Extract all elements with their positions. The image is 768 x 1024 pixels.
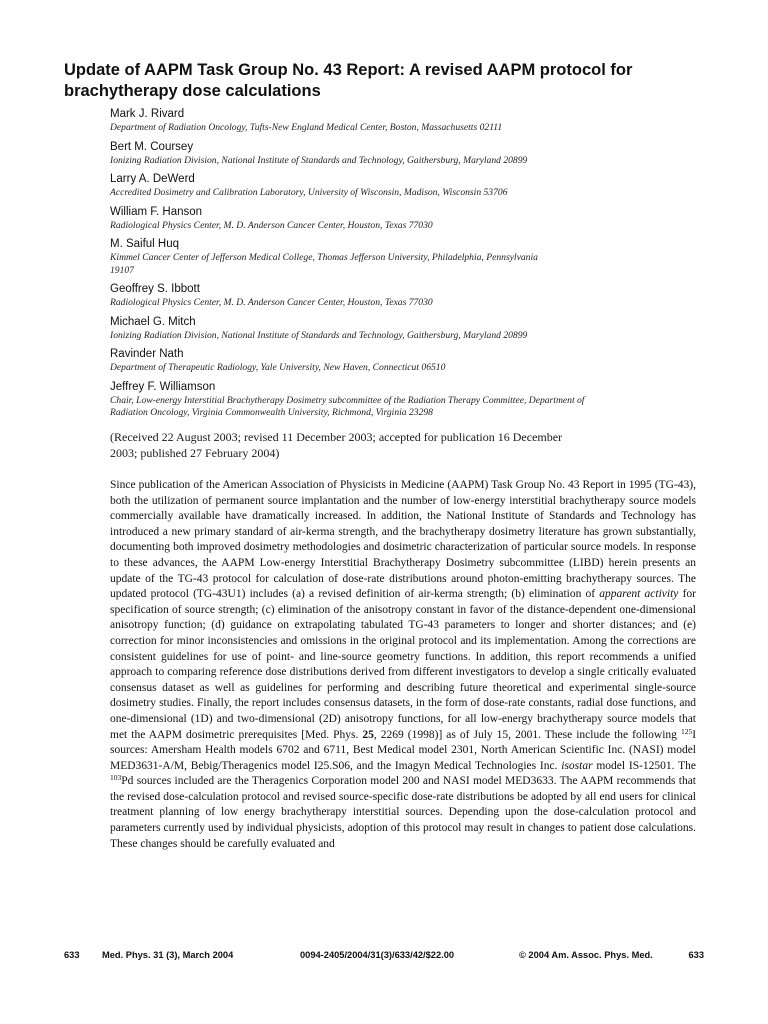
footer-journal: Med. Phys. 31 (3), March 2004 <box>102 950 234 960</box>
isotope-mass-number: 125 <box>680 726 693 736</box>
abstract-volume: 25 <box>362 728 374 741</box>
author-name: Michael G. Mitch <box>110 315 196 328</box>
author-block <box>110 172 710 200</box>
author-name: Mark J. Rivard <box>110 108 185 120</box>
abstract-emphasis: apparent activity <box>599 588 679 601</box>
author-list <box>110 107 710 462</box>
abstract-segment: , 2269 (1998)] as of July 15, 2001. These include the following <box>373 728 677 741</box>
footer-article-code: 0094-2405/2004/31(3)/633/42/$22.00 <box>300 950 455 960</box>
author-affiliation: Ionizing Radiation Division, National Institute of Standards and Technology, Gaithersburg, Maryland 20899 <box>110 154 528 166</box>
author-name: Larry A. DeWerd <box>110 173 195 185</box>
author-block <box>110 347 710 375</box>
abstract-segment: model IS-12501. The <box>596 759 696 772</box>
author-affiliation: Department of Radiation Oncology, Tufts-New England Medical Center, Boston, Massachusetts 02111 <box>110 122 503 133</box>
author-name: William F. Hanson <box>110 205 203 218</box>
author-affiliation: Department of Therapeutic Radiology, Yale University, New Haven, Connecticut 06510 <box>110 362 446 373</box>
author-affiliation: Accredited Dosimetry and Calibration Laboratory, University of Wisconsin, Madison, Wisconsin 53706 <box>110 187 508 198</box>
isotope-mass-number: 103 <box>110 773 122 783</box>
paper-title: Update of AAPM Task Group No. 43 Report: A revised AAPM protocol for brachytherapy dose calculations <box>64 61 633 100</box>
author-affiliation: Radiological Physics Center, M. D. Anderson Cancer Center, Houston, Texas 77030 <box>110 297 433 308</box>
author-affiliation: Kimmel Cancer Center of Jefferson Medical College, Thomas Jefferson University, Philadelphia, Pennsylvania 19107 <box>110 252 538 276</box>
footer-page-number: 633 <box>64 950 80 960</box>
author-block <box>110 107 710 135</box>
author-affiliation: Chair, Low-energy Interstitial Brachytherapy Dosimetry subcommittee of the Radiation Therapy Committee, Department of Radiation Oncology, Virginia Commonwealth University, Richmond, Virginia 23298 <box>110 394 585 418</box>
author-block <box>110 205 710 233</box>
author-affiliation: Ionizing Radiation Division, National Institute of Standards and Technology, Gaithersburg, Maryland 20899 <box>110 329 528 341</box>
author-block <box>110 315 710 343</box>
page-footer <box>64 950 704 964</box>
footer-page-number: 633 <box>688 950 704 960</box>
author-name: Bert M. Coursey <box>110 140 194 153</box>
author-block <box>110 237 710 277</box>
abstract-segment: I sources: Amersham Health models 6702 and 6711, Best Medical model 2301, North American Scientific Inc. (NASI) model MED3631-A/M, Bebig/Theragenics model I25.S06, and the Imagyn Medical Technologies Inc. <box>110 728 697 772</box>
author-name: Jeffrey F. Williamson <box>110 380 216 393</box>
abstract-emphasis: isostar <box>561 759 593 772</box>
abstract-segment: Since publication of the American Association of Physicists in Medicine (AAPM) Task Group No. 43 Report in 1995 (TG-43), both the utilization of permanent source implantation and the number of low-energy interstitial brachytherapy source models commercially available have dramatically increased. In addition, the National Institute of Standards and Technology has introduced a new primary standard of air-kerma strength, and the brachytherapy dosimetry literature has grown substantially, documenting both improved dosimetry methodologies and dosimetric characterization of particular source models. In response to these advances, the AAPM Low-energy Interstitial Brachytherapy Dosimetry subcommittee (LIBD) herein presents an update of the TG-43 protocol for calculation of dose-rate distributions around photon-emitting brachytherapy sources. The updated protocol (TG-43U1) includes (a) a revised definition of air-kerma strength; (b) elimination of <box>110 479 696 601</box>
footer-copyright: © 2004 Am. Assoc. Phys. Med. <box>519 950 653 960</box>
author-block <box>110 282 710 310</box>
author-affiliation: Radiological Physics Center, M. D. Anderson Cancer Center, Houston, Texas 77030 <box>110 219 433 231</box>
author-block <box>110 140 710 168</box>
abstract-segment: Pd sources included are the Theragenics Corporation model 200 and NASI model MED3633. The AAPM recommends that the revised dose-calculation protocol and revised source-specific dose-rate distributions be adopted by all end users for clinical treatment planning of low energy brachytherapy interstitial sources. Depending upon the dose-calculation protocol and parameters currently used by individual physicists, adoption of this protocol may result in changes to patient dose calculations. These changes should be carefully evaluated and <box>110 775 696 850</box>
author-name: M. Saiful Huq <box>110 238 180 250</box>
author-block <box>110 380 710 420</box>
abstract-segment: for specification of source strength; (c) elimination of the anisotropy constant in favor of the distance-dependent one-dimensional anisotropy function; (d) guidance on extrapolating tabulated TG-43 parameters to longer and shorter distances; and (e) correction for minor inconsistencies and omissions in the original protocol and its implementation. Among the corrections are consistent guidelines for use of point- and line-source geometry functions. In addition, this report recommends a unified approach to comparing reference dose distributions derived from different investigators to develop a single critically evaluated consensus dataset as well as guidelines for performing and describing future theoretical and experimental single-source dosimetry studies. Finally, the report includes consensus datasets, in the form of dose-rate constants, radial dose functions, and one-dimensional (1D) and two-dimensional (2D) anisotropy functions, for all low-energy brachytherapy source models that met the AAPM dosimetric prerequisites [Med. Phys. <box>110 588 696 741</box>
author-name: Ravinder Nath <box>110 348 184 360</box>
received-dates: (Received 22 August 2003; revised 11 December 2003; accepted for publication 16 December 2003; published 27 February 2004) <box>110 429 563 460</box>
abstract-text <box>110 478 696 852</box>
author-name: Geoffrey S. Ibbott <box>110 283 200 295</box>
